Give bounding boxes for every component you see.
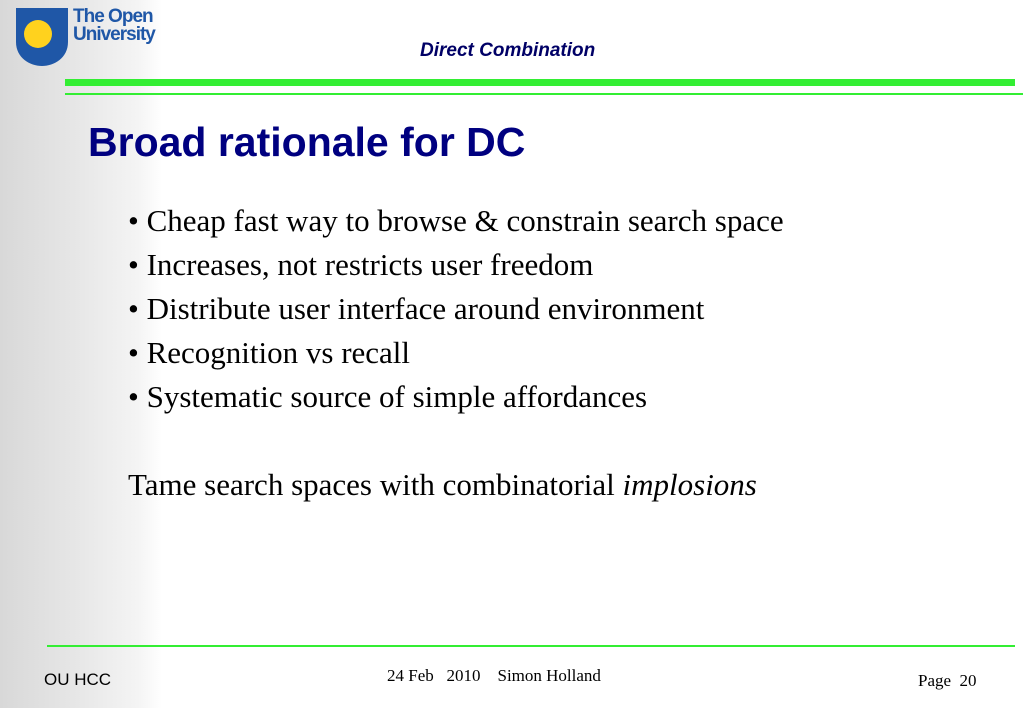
tagline — [128, 467, 757, 503]
logo-line-1: The Open — [73, 6, 153, 27]
footer-page-number — [918, 671, 977, 691]
footer-rule — [47, 645, 1015, 647]
bullet-item: • Cheap fast way to browse & constrain search space — [128, 203, 784, 238]
header-rule-thin — [65, 93, 1023, 95]
bullet-item: • Increases, not restricts user freedom — [128, 247, 594, 282]
header-rule-thick — [65, 79, 1015, 86]
bullet-item: • Systematic source of simple affordances — [128, 379, 648, 414]
university-shield-icon — [14, 6, 70, 68]
tagline-text: Tame search spaces with combinatorial — [128, 467, 623, 502]
slide-title: Broad rationale for DC — [88, 119, 526, 165]
logo-wordmark — [73, 8, 155, 44]
page-number: 20 — [959, 671, 977, 690]
open-university-logo — [14, 6, 174, 72]
page-label: Page — [918, 671, 952, 690]
header-title: Direct Combination — [420, 40, 596, 61]
bullet-list — [128, 199, 784, 419]
tagline-emphasis: implosions — [622, 467, 757, 502]
bullet-item: • Recognition vs recall — [128, 335, 411, 370]
bullet-item: • Distribute user interface around environment — [128, 291, 705, 326]
footer-date-author: 24 Feb 2010 Simon Holland — [387, 666, 601, 685]
footer-course: OU HCC — [44, 670, 112, 689]
logo-line-2: University — [73, 24, 155, 45]
